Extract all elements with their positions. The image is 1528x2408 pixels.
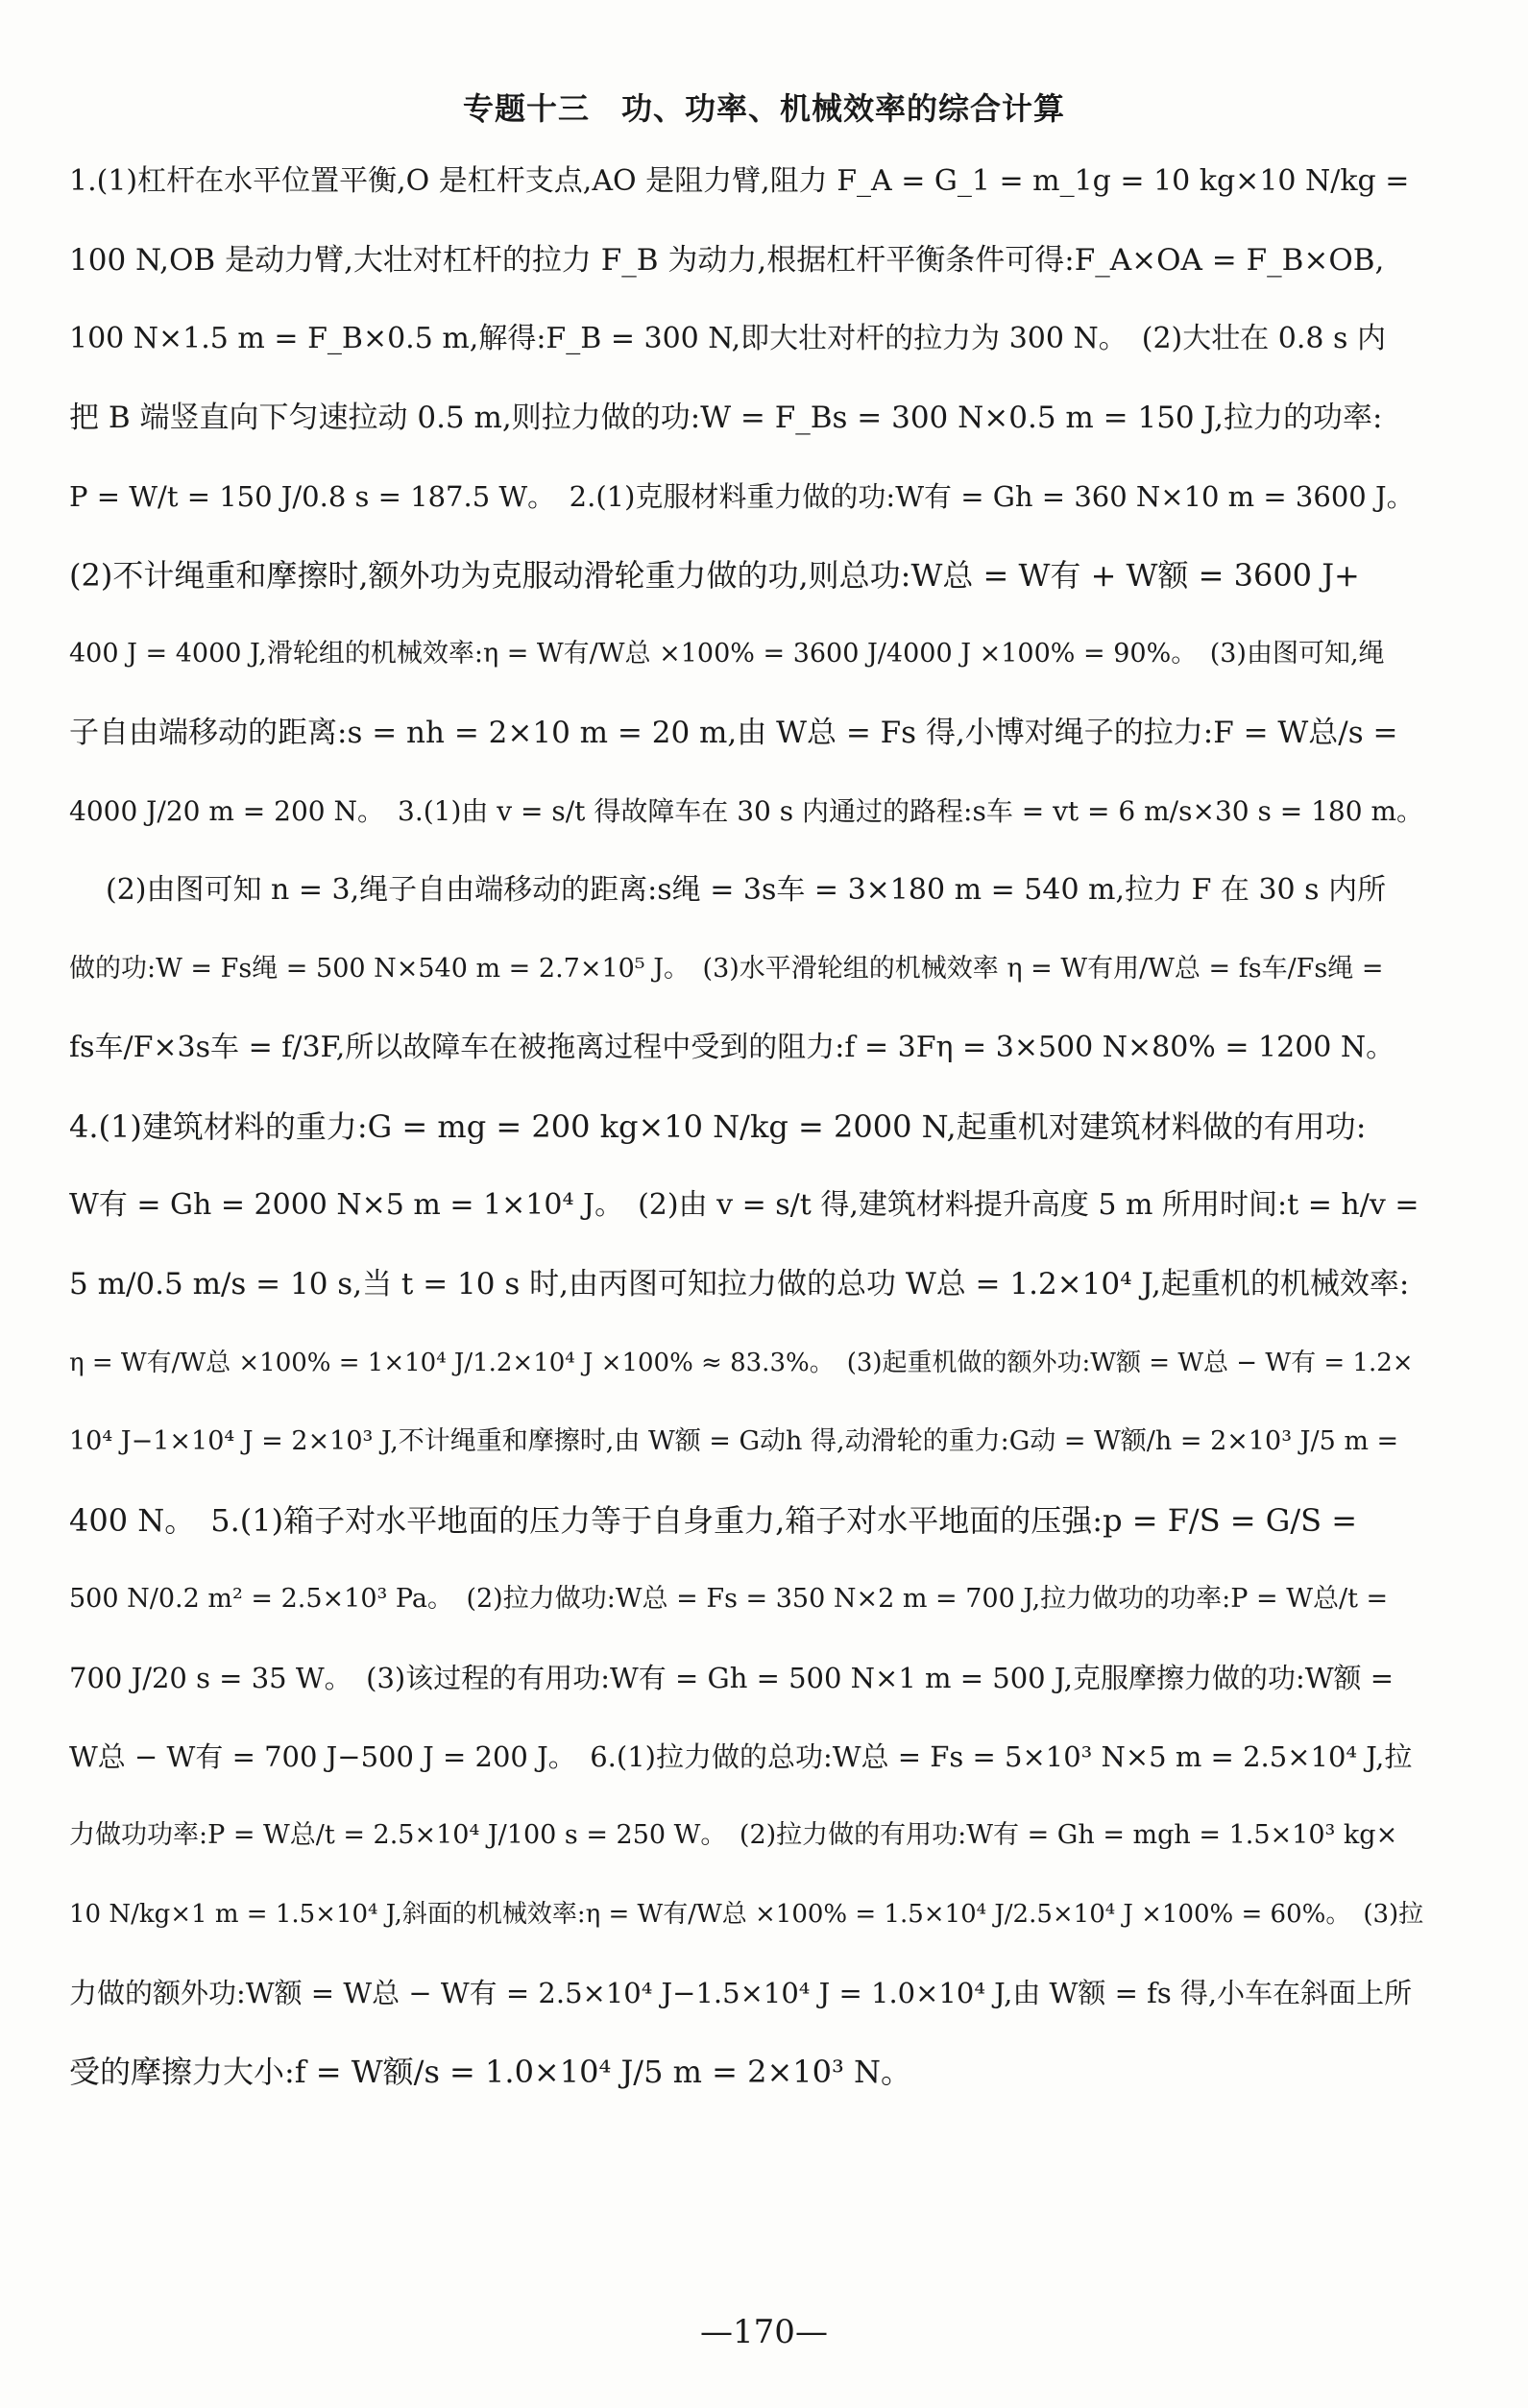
- text-line: 400 N。 5.(1)箱子对水平地面的压力等于自身重力,箱子对水平地面的压强:p = F/S = G/S =: [69, 1502, 1358, 1539]
- text-line: 10 N/kg×1 m = 1.5×10⁴ J,斜面的机械效率:η = W有/W总 ×100% = 1.5×10⁴ J/2.5×10⁴ J ×100% = 60%。 (3)拉: [69, 1900, 1423, 1929]
- text-line: 100 N,OB 是动力臂,大壮对杠杆的拉力 F_B 为动力,根据杠杆平衡条件可得:F_A×OA = F_B×OB,: [69, 243, 1385, 278]
- text-line: (2)由图可知 n = 3,绳子自由端移动的距离:s绳 = 3s车 = 3×180 m = 540 m,拉力 F 在 30 s 内所: [106, 873, 1387, 907]
- section-title: 专题十三 功、功率、机械效率的综合计算: [462, 90, 1065, 127]
- text-line: 受的摩擦力大小:f = W额/s = 1.0×10⁴ J/5 m = 2×10³ N。: [69, 2054, 911, 2090]
- text-line: P = W/t = 150 J/0.8 s = 187.5 W。 2.(1)克服材料重力做的功:W有 = Gh = 360 N×10 m = 3600 J。: [69, 480, 1415, 513]
- text-line: 500 N/0.2 m² = 2.5×10³ Pa。 (2)拉力做功:W总 = Fs = 350 N×2 m = 700 J,拉力做功的功率:P = W总/t =: [69, 1584, 1389, 1614]
- text-line: 700 J/20 s = 35 W。 (3)该过程的有用功:W有 = Gh = 500 N×1 m = 500 J,克服摩擦力做的功:W额 =: [69, 1662, 1395, 1694]
- text-line: 1.(1)杠杆在水平位置平衡,O 是杠杆支点,AO 是阻力臂,阻力 F_A = G_1 = m_1g = 10 kg×10 N/kg =: [69, 164, 1410, 198]
- text-line: (2)不计绳重和摩擦时,额外功为克服动滑轮重力做的功,则总功:W总 = W有 + W额 = 3600 J+: [69, 557, 1360, 594]
- text-line: 400 J = 4000 J,滑轮组的机械效率:η = W有/W总 ×100% = 3600 J/4000 J ×100% = 90%。 (3)由图可知,绳: [69, 639, 1385, 669]
- text-line: 4.(1)建筑材料的重力:G = mg = 200 kg×10 N/kg = 2000 N,起重机对建筑材料做的有用功:: [69, 1108, 1367, 1145]
- text-line: 100 N×1.5 m = F_B×0.5 m,解得:F_B = 300 N,即大壮对杆的拉力为 300 N。 (2)大壮在 0.8 s 内: [69, 322, 1386, 355]
- text-line: η = W有/W总 ×100% = 1×10⁴ J/1.2×10⁴ J ×100% ≈ 83.3%。 (3)起重机做的额外功:W额 = W总 − W有 = 1.2×: [69, 1349, 1414, 1377]
- text-line: 做的功:W = Fs绳 = 500 N×540 m = 2.7×10⁵ J。 (3)水平滑轮组的机械效率 η = W有用/W总 = fs车/Fs绳 =: [69, 954, 1384, 984]
- page-number: —170—: [700, 2313, 828, 2351]
- text-line: 10⁴ J−1×10⁴ J = 2×10³ J,不计绳重和摩擦时,由 W额 = G动h 得,动滑轮的重力:G动 = W额/h = 2×10³ J/5 m =: [69, 1426, 1399, 1456]
- text-line: fs车/F×3s车 = f/3F,所以故障车在被拖离过程中受到的阻力:f = 3Fη = 3×500 N×80% = 1200 N。: [69, 1031, 1395, 1064]
- text-line: 5 m/0.5 m/s = 10 s,当 t = 10 s 时,由丙图可知拉力做的总功 W总 = 1.2×10⁴ J,起重机的机械效率:: [69, 1267, 1410, 1301]
- text-line: 子自由端移动的距离:s = nh = 2×10 m = 20 m,由 W总 = Fs 得,小博对绳子的拉力:F = W总/s =: [69, 716, 1398, 750]
- text-line: 把 B 端竖直向下匀速拉动 0.5 m,则拉力做的功:W = F_Bs = 300 N×0.5 m = 150 J,拉力的功率:: [69, 401, 1383, 435]
- text-line: W总 − W有 = 700 J−500 J = 200 J。 6.(1)拉力做的总功:W总 = Fs = 5×10³ N×5 m = 2.5×10⁴ J,拉: [69, 1740, 1413, 1773]
- text-line: 力做功功率:P = W总/t = 2.5×10⁴ J/100 s = 250 W。 (2)拉力做的有用功:W有 = Gh = mgh = 1.5×10³ kg×: [69, 1820, 1398, 1850]
- text-line: 4000 J/20 m = 200 N。 3.(1)由 v = s/t 得故障车在 30 s 内通过的路程:s车 = vt = 6 m/s×30 s = 180 m。: [69, 795, 1423, 827]
- text-line: 力做的额外功:W额 = W总 − W有 = 2.5×10⁴ J−1.5×10⁴ J = 1.0×10⁴ J,由 W额 = fs 得,小车在斜面上所: [69, 1977, 1413, 2009]
- text-line: W有 = Gh = 2000 N×5 m = 1×10⁴ J。 (2)由 v = s/t 得,建筑材料提升高度 5 m 所用时间:t = h/v =: [69, 1188, 1419, 1222]
- solution-text: [69, 142, 1423, 2111]
